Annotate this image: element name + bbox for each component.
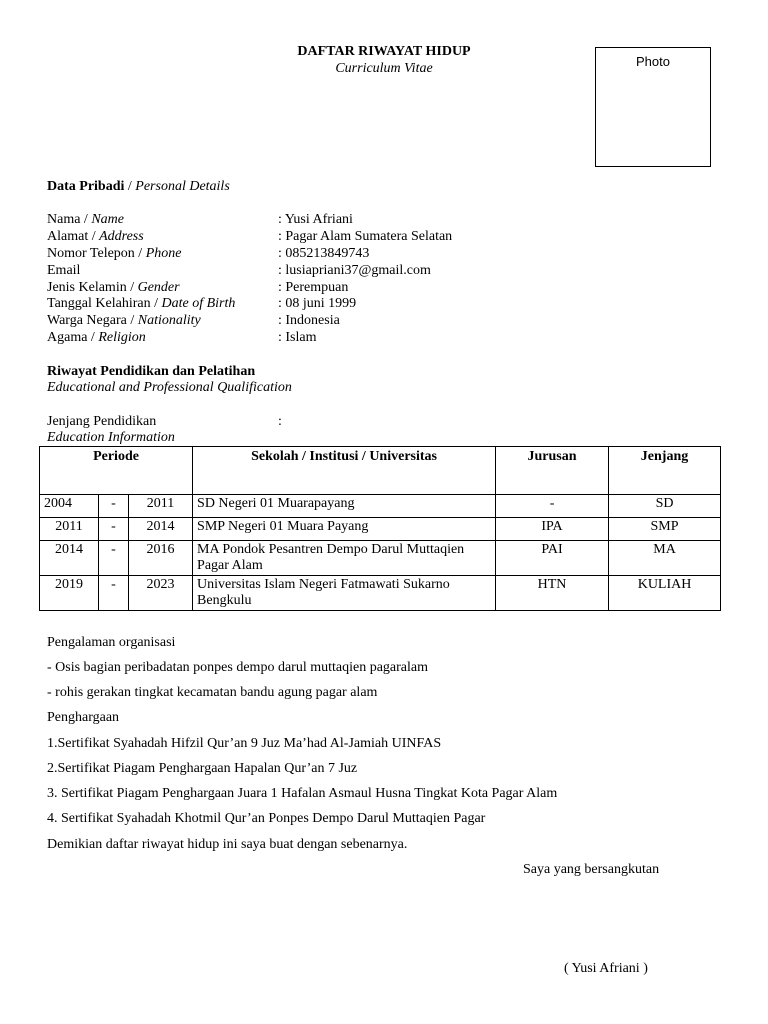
table-row: [40, 576, 721, 611]
header-major: Jurusan: [496, 447, 609, 495]
label-id: Warga Negara /: [47, 313, 138, 328]
cell-level: SD: [609, 495, 721, 518]
document-title: DAFTAR RIWAYAT HIDUP: [297, 44, 471, 59]
education-level-colon: :: [278, 414, 282, 429]
cell-end-year: 2014: [129, 518, 193, 541]
award-item: 4. Sertifikat Syahadah Khotmil Qur’an Ponpes Dempo Darul Muttaqien Pagar: [47, 811, 486, 826]
education-table: [39, 446, 721, 611]
table-row: [40, 541, 721, 576]
table-row: [40, 518, 721, 541]
experience-item: - Osis bagian peribadatan ponpes dempo darul muttaqien pagaralam: [47, 660, 428, 675]
label-id: Alamat /: [47, 229, 100, 244]
cell-school: Universitas Islam Negeri Fatmawati Sukarno Bengkulu: [193, 576, 496, 611]
label-id: Tanggal Kelahiran /: [47, 296, 162, 311]
cell-dash: -: [99, 495, 129, 518]
cell-dash: -: [99, 518, 129, 541]
label-en: Gender: [137, 280, 180, 295]
education-heading: Riwayat Pendidikan dan Pelatihan: [47, 364, 256, 379]
header-level: Jenjang: [609, 447, 721, 495]
label-en: Address: [99, 229, 144, 244]
label-id: Agama /: [47, 330, 99, 345]
education-info-label: Education Information: [47, 430, 175, 445]
value: : 08 juni 1999: [278, 296, 357, 311]
cell-school: SD Negeri 01 Muarapayang: [193, 495, 496, 518]
cell-major: -: [496, 495, 609, 518]
personal-heading-en: Personal Details: [135, 179, 230, 194]
cell-dash: -: [99, 541, 129, 576]
document-subtitle: Curriculum Vitae: [335, 61, 433, 76]
signature-title: Saya yang bersangkutan: [523, 862, 660, 877]
header-periode: Periode: [40, 447, 193, 495]
cell-end-year: 2016: [129, 541, 193, 576]
photo-label: Photo: [636, 54, 670, 69]
cell-level: MA: [609, 541, 721, 576]
label-id: Email: [47, 263, 81, 278]
cell-major: HTN: [496, 576, 609, 611]
cell-end-year: 2011: [129, 495, 193, 518]
label-id: Jenis Kelamin /: [47, 280, 138, 295]
cell-major: IPA: [496, 518, 609, 541]
label-en: Nationality: [137, 313, 201, 328]
table-row: [40, 495, 721, 518]
cell-school: MA Pondok Pesantren Dempo Darul Muttaqien Pagar Alam: [193, 541, 496, 576]
value: : lusiapriani37@gmail.com: [278, 263, 431, 278]
cell-level: SMP: [609, 518, 721, 541]
value: : 085213849743: [278, 246, 370, 261]
personal-heading-sep: /: [124, 179, 136, 194]
label-en: Date of Birth: [161, 296, 236, 311]
table-header-row: [40, 447, 721, 495]
awards-heading: Penghargaan: [47, 710, 120, 725]
photo-placeholder: [595, 47, 711, 167]
label-id: Nomor Telepon /: [47, 246, 146, 261]
personal-heading-id: Data Pribadi: [47, 179, 125, 194]
education-level-label: Jenjang Pendidikan: [47, 414, 157, 429]
cell-dash: -: [99, 576, 129, 611]
experience-heading: Pengalaman organisasi: [47, 635, 176, 650]
cell-major: PAI: [496, 541, 609, 576]
cell-end-year: 2023: [129, 576, 193, 611]
value: : Pagar Alam Sumatera Selatan: [278, 229, 453, 244]
award-item: 1.Sertifikat Syahadah Hifzil Qur’an 9 Juz Ma’had Al-Jamiah UINFAS: [47, 736, 442, 751]
award-item: 3. Sertifikat Piagam Penghargaan Juara 1 Hafalan Asmaul Husna Tingkat Kota Pagar Alam: [47, 786, 558, 801]
label-en: Phone: [145, 246, 182, 261]
value: : Islam: [278, 330, 317, 345]
signature-name: ( Yusi Afriani ): [564, 961, 648, 976]
experience-item: - rohis gerakan tingkat kecamatan bandu agung pagar alam: [47, 685, 378, 700]
header-school: Sekolah / Institusi / Universitas: [193, 447, 496, 495]
cell-start-year: 2019: [40, 576, 99, 611]
value: : Yusi Afriani: [278, 212, 353, 227]
personal-details-heading: [47, 178, 230, 195]
cell-start-year: 2014: [40, 541, 99, 576]
label-en: Religion: [98, 330, 146, 345]
value: : Perempuan: [278, 280, 349, 295]
label-id: Nama /: [47, 212, 92, 227]
closing-statement: Demikian daftar riwayat hidup ini saya buat dengan sebenarnya.: [47, 837, 408, 852]
value: : Indonesia: [278, 313, 340, 328]
cell-school: SMP Negeri 01 Muara Payang: [193, 518, 496, 541]
label-en: Name: [91, 212, 124, 227]
cell-start-year: 2011: [40, 518, 99, 541]
education-heading-en: Educational and Professional Qualification: [47, 380, 292, 395]
award-item: 2.Sertifikat Piagam Penghargaan Hapalan Qur’an 7 Juz: [47, 761, 358, 776]
cell-level: KULIAH: [609, 576, 721, 611]
cell-start-year: 2004: [40, 495, 99, 518]
